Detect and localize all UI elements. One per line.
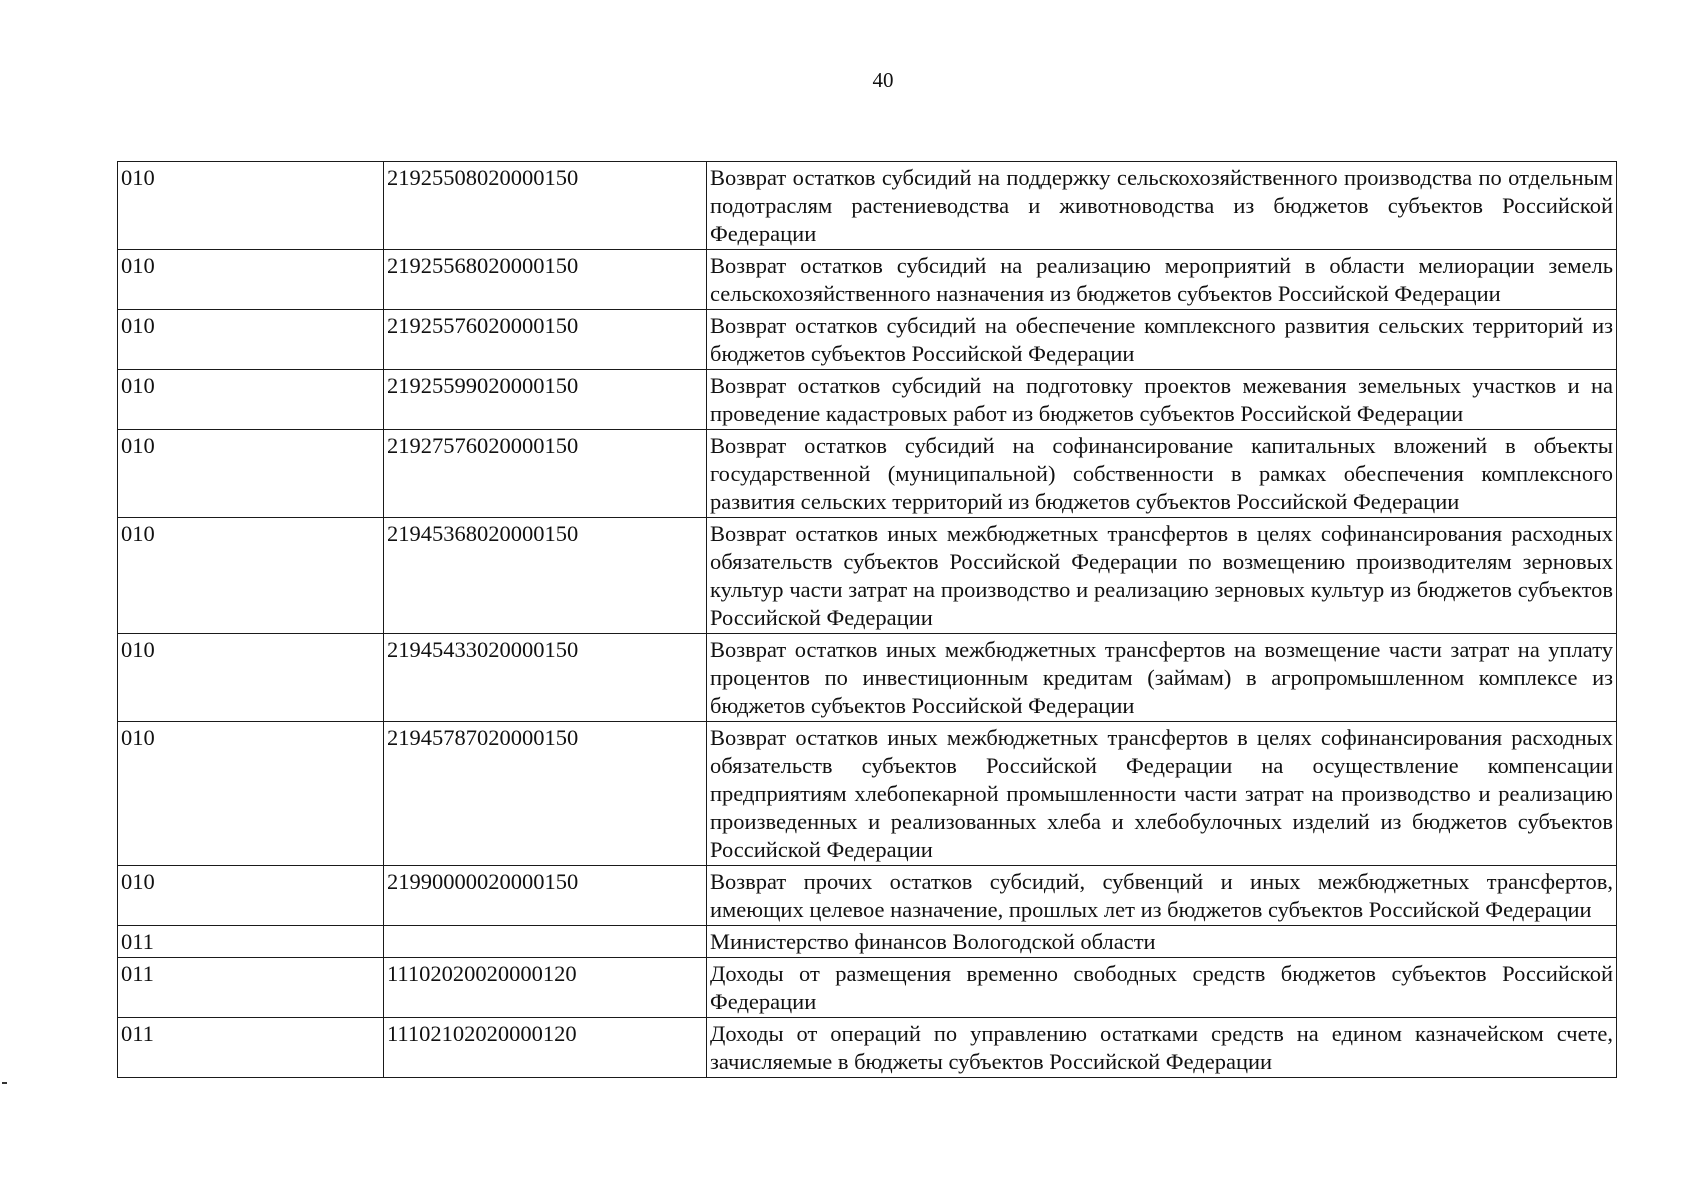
admin-code-cell: 010 xyxy=(118,310,384,370)
admin-code-cell: 010 xyxy=(118,162,384,250)
admin-code-cell: 010 xyxy=(118,634,384,722)
table-row xyxy=(118,310,1617,370)
revenue-codes-table xyxy=(117,161,1617,1078)
budget-code-cell: 21925508020000150 xyxy=(384,162,707,250)
admin-code-cell: 010 xyxy=(118,370,384,430)
table-row xyxy=(118,430,1617,518)
table-row xyxy=(118,958,1617,1018)
table-row xyxy=(118,1018,1617,1078)
revenue-name-cell: Возврат остатков субсидий на обеспечение комплексного развития сельских территорий из бюджетов субъектов Российской Федерации xyxy=(707,310,1617,370)
revenue-name-cell: Возврат остатков субсидий на поддержку сельскохозяйственного производства по отдельным подотраслям растениеводства и животноводства из бюджетов субъектов Российской Федерации xyxy=(707,162,1617,250)
budget-code-cell: 11102102020000120 xyxy=(384,1018,707,1078)
admin-code-cell: 010 xyxy=(118,250,384,310)
table-row xyxy=(118,162,1617,250)
table-row xyxy=(118,250,1617,310)
table-row xyxy=(118,926,1617,958)
budget-code-cell: 21925576020000150 xyxy=(384,310,707,370)
table-row xyxy=(118,518,1617,634)
revenue-name-cell: Возврат остатков иных межбюджетных трансфертов в целях софинансирования расходных обязательств субъектов Российской Федерации по возмещению производителям зерновых культур части затрат на производство и реализацию зерновых культур из бюджетов субъектов Российской Федерации xyxy=(707,518,1617,634)
budget-code-cell: 21945433020000150 xyxy=(384,634,707,722)
page-number: 40 xyxy=(872,68,894,92)
revenue-name-cell: Возврат остатков субсидий на реализацию мероприятий в области мелиорации земель сельскохозяйственного назначения из бюджетов субъектов Российской Федерации xyxy=(707,250,1617,310)
admin-code-cell: 011 xyxy=(118,958,384,1018)
budget-code-cell: 21990000020000150 xyxy=(384,866,707,926)
table-row xyxy=(118,866,1617,926)
admin-code-cell: 010 xyxy=(118,518,384,634)
admin-code-cell: 010 xyxy=(118,722,384,866)
revenue-name-cell: Министерство финансов Вологодской области xyxy=(707,926,1617,958)
budget-code-cell: 21945368020000150 xyxy=(384,518,707,634)
revenue-name-cell: Доходы от размещения временно свободных средств бюджетов субъектов Российской Федерации xyxy=(707,958,1617,1018)
table-row xyxy=(118,370,1617,430)
revenue-name-cell: Возврат остатков иных межбюджетных трансфертов на возмещение части затрат на уплату процентов по инвестиционным кредитам (займам) в агропромышленном комплексе из бюджетов субъектов Российской Федерации xyxy=(707,634,1617,722)
revenue-name-cell: Возврат остатков субсидий на подготовку проектов межевания земельных участков и на проведение кадастровых работ из бюджетов субъектов Российской Федерации xyxy=(707,370,1617,430)
admin-code-cell: 010 xyxy=(118,430,384,518)
budget-code-cell: 11102020020000120 xyxy=(384,958,707,1018)
table-row xyxy=(118,722,1617,866)
admin-code-cell: 011 xyxy=(118,1018,384,1078)
table-row xyxy=(118,634,1617,722)
revenue-name-cell: Возврат остатков иных межбюджетных трансфертов в целях софинансирования расходных обязательств субъектов Российской Федерации на осуществление компенсации предприятиям хлебопекарной промышленности части затрат на производство и реализацию произведенных и реализованных хлеба и хлебобулочных изделий из бюджетов субъектов Российской Федерации xyxy=(707,722,1617,866)
budget-code-cell: 21925568020000150 xyxy=(384,250,707,310)
revenue-name-cell: Возврат прочих остатков субсидий, субвенций и иных межбюджетных трансфертов, имеющих целевое назначение, прошлых лет из бюджетов субъектов Российской Федерации xyxy=(707,866,1617,926)
revenue-name-cell: Доходы от операций по управлению остатками средств на едином казначейском счете, зачисляемые в бюджеты субъектов Российской Федерации xyxy=(707,1018,1617,1078)
margin-mark xyxy=(2,1082,7,1084)
budget-code-cell: 21945787020000150 xyxy=(384,722,707,866)
revenue-name-cell: Возврат остатков субсидий на софинансирование капитальных вложений в объекты государственной (муниципальной) собственности в рамках обеспечения комплексного развития сельских территорий из бюджетов субъектов Российской Федерации xyxy=(707,430,1617,518)
admin-code-cell: 010 xyxy=(118,866,384,926)
budget-code-cell: 21927576020000150 xyxy=(384,430,707,518)
budget-code-cell: 21925599020000150 xyxy=(384,370,707,430)
budget-code-cell xyxy=(384,926,707,958)
admin-code-cell: 011 xyxy=(118,926,384,958)
